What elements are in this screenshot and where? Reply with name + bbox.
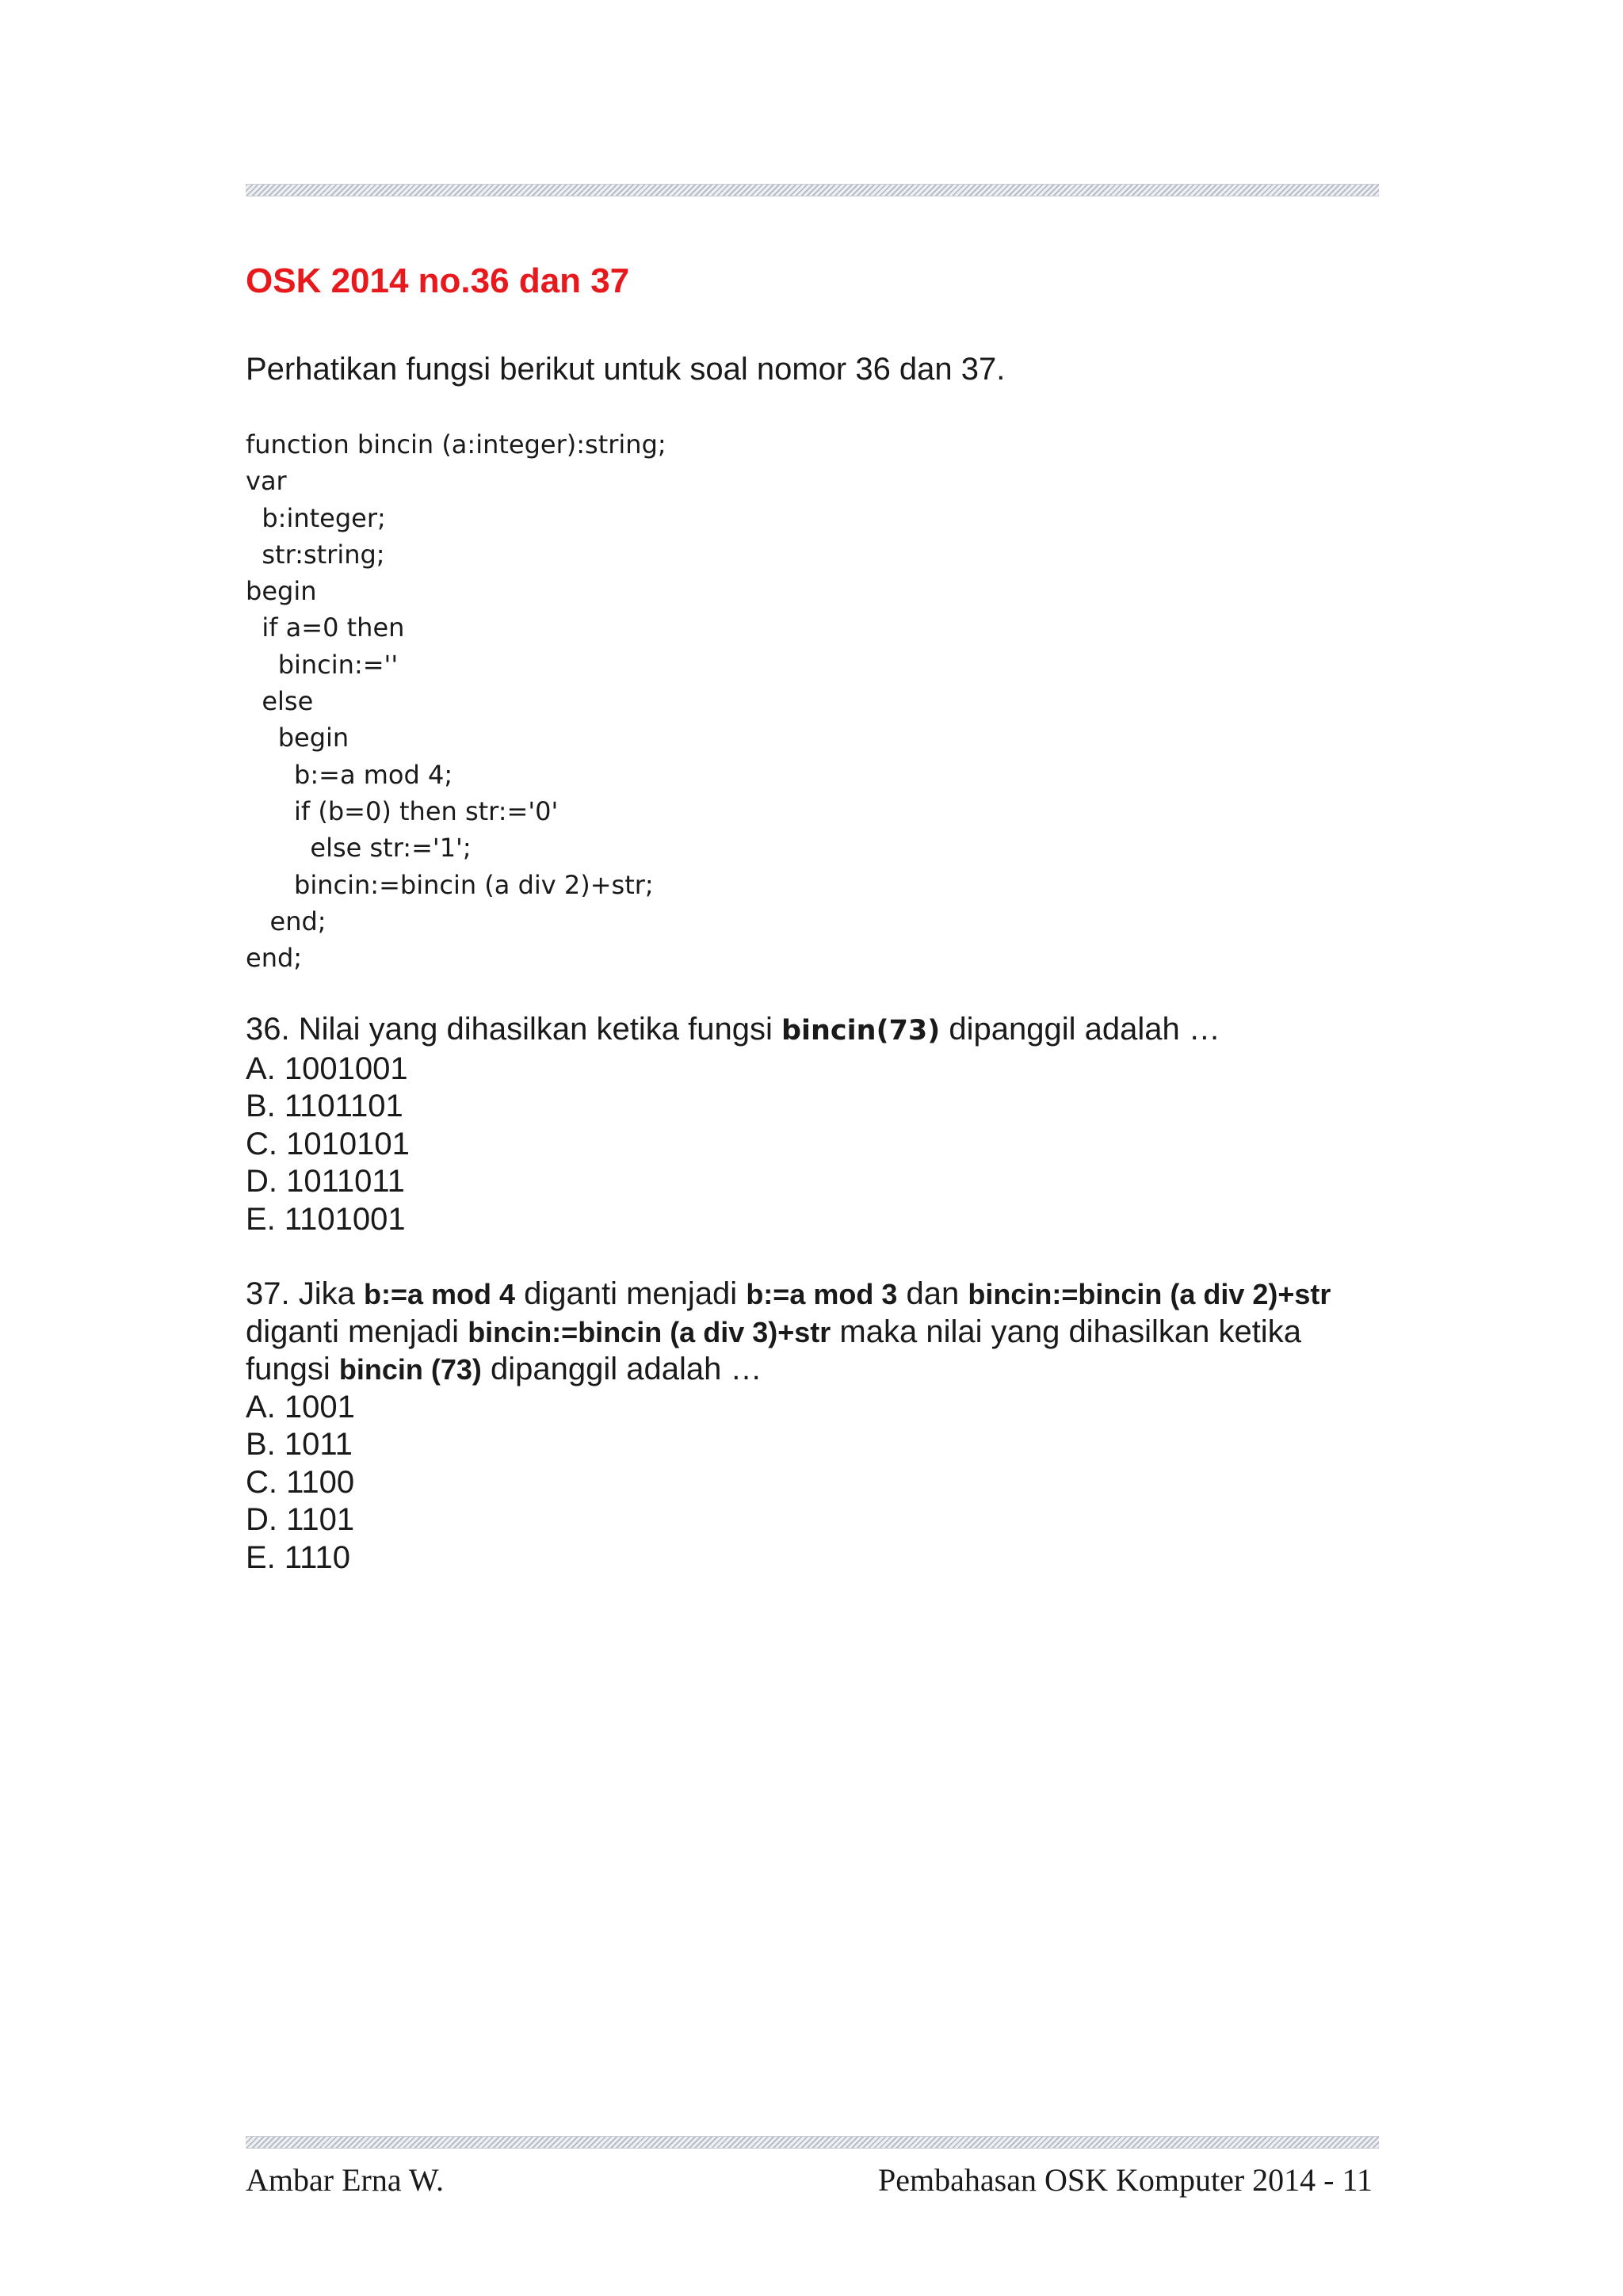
code-line: end; bbox=[246, 943, 303, 974]
question-37-code: bincin (73) bbox=[338, 1353, 482, 1386]
code-line: var bbox=[246, 466, 287, 497]
intro-text: Perhatikan fungsi berikut untuk soal nomor 36 dan 37. bbox=[246, 352, 1006, 387]
answer-option: C. 1100 bbox=[246, 1464, 355, 1500]
code-block bbox=[246, 426, 666, 976]
code-line: bincin:=bincin (a div 2)+str; bbox=[246, 869, 654, 900]
footer-page-label: Pembahasan OSK Komputer 2014 - 11 bbox=[878, 2162, 1373, 2198]
question-37-text: dan bbox=[897, 1276, 968, 1311]
answer-option: A. 1001 bbox=[246, 1389, 355, 1425]
footer-author: Ambar Erna W. bbox=[246, 2162, 444, 2198]
code-line: else bbox=[246, 686, 314, 717]
answer-option: E. 1101001 bbox=[246, 1201, 406, 1237]
question-36-stem bbox=[246, 1011, 1387, 1051]
question-37 bbox=[246, 1276, 1387, 1577]
code-line: b:integer; bbox=[246, 502, 386, 533]
question-37-text: maka nilai yang dihasilkan ketika fungsi bbox=[246, 1314, 1301, 1386]
page-heading: OSK 2014 no.36 dan 37 bbox=[246, 261, 630, 300]
question-37-code: bincin:=bincin (a div 2)+str bbox=[968, 1278, 1331, 1310]
code-line: if (b=0) then str:='0' bbox=[246, 795, 559, 826]
answer-option: D. 1101 bbox=[246, 1502, 355, 1537]
question-36-code: bincin(73) bbox=[781, 1015, 941, 1047]
header-rule bbox=[246, 184, 1379, 196]
question-36-suffix: dipanggil adalah … bbox=[940, 1012, 1220, 1047]
code-line: b:=a mod 4; bbox=[246, 759, 453, 790]
code-line: begin bbox=[246, 723, 349, 753]
question-37-text: diganti menjadi bbox=[515, 1276, 747, 1311]
answer-option: C. 1010101 bbox=[246, 1126, 410, 1161]
question-37-stem bbox=[246, 1276, 1387, 1389]
question-37-code: bincin:=bincin (a div 3)+str bbox=[468, 1315, 831, 1348]
answer-option: B. 1101101 bbox=[246, 1089, 403, 1123]
question-36-prefix: 36. Nilai yang dihasilkan ketika fungsi bbox=[246, 1012, 781, 1047]
question-37-code: b:=a mod 3 bbox=[746, 1278, 898, 1310]
footer-rule bbox=[246, 2136, 1379, 2149]
question-37-text: 37. Jika bbox=[246, 1276, 364, 1311]
question-36 bbox=[246, 1011, 1387, 1238]
code-line: bincin:='' bbox=[246, 649, 399, 680]
question-37-text: dipanggil adalah … bbox=[481, 1352, 762, 1386]
answer-option: B. 1011 bbox=[246, 1427, 353, 1462]
code-line: if a=0 then bbox=[246, 612, 405, 643]
question-37-code: b:=a mod 4 bbox=[363, 1278, 516, 1310]
answer-option: E. 1110 bbox=[246, 1539, 350, 1575]
answer-option: A. 1001001 bbox=[246, 1051, 408, 1086]
code-line: function bincin (a:integer):string; bbox=[246, 429, 666, 460]
answer-option: D. 1011011 bbox=[246, 1164, 405, 1199]
code-line: else str:='1'; bbox=[246, 833, 472, 864]
code-line: begin bbox=[246, 576, 317, 607]
code-line: end; bbox=[246, 906, 327, 936]
code-line: str:string; bbox=[246, 539, 385, 570]
question-37-text: diganti menjadi bbox=[246, 1314, 468, 1349]
